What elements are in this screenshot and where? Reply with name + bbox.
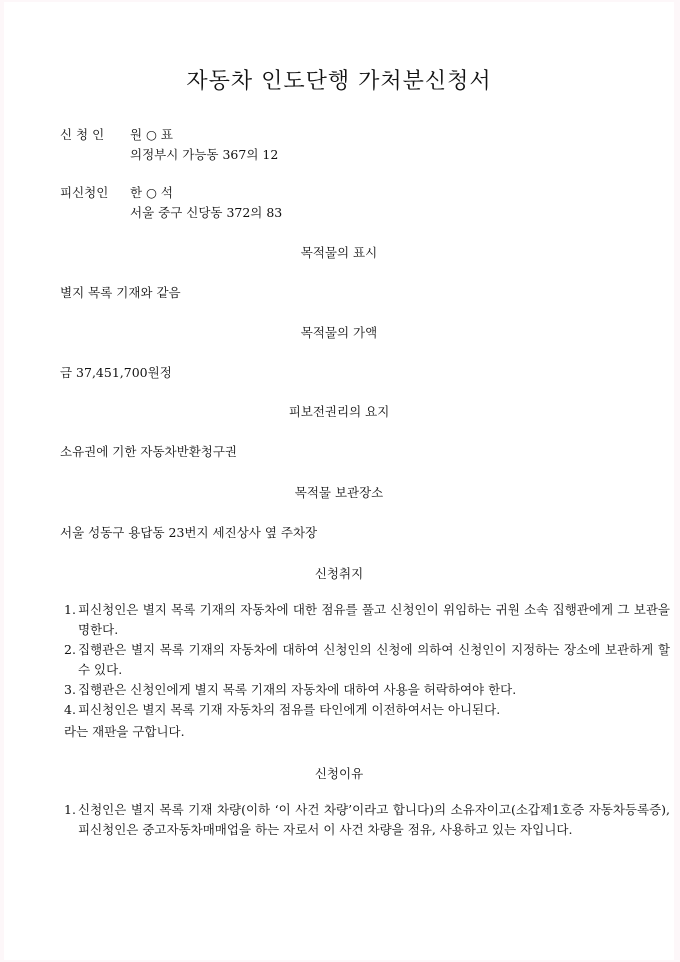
right-heading: 피보전권리의 요지 <box>288 404 390 419</box>
purpose-item <box>64 680 670 700</box>
applicant-name: 원 ○ 표 <box>130 127 174 142</box>
applicant-address: 의정부시 가능동 367의 12 <box>130 147 279 162</box>
reason-heading: 신청이유 <box>314 766 364 781</box>
reason-item <box>64 800 670 840</box>
value-heading: 목적물의 가액 <box>300 325 378 340</box>
document-page <box>4 2 674 960</box>
item-text: 피신청인은 별지 목록 기재 자동차의 점유를 타인에게 이전하여서는 아니된다. <box>78 702 501 717</box>
item-number: 3. <box>64 682 76 697</box>
object-text: 별지 목록 기재와 같음 <box>60 285 181 300</box>
applicant-label: 신 청 인 <box>60 127 105 142</box>
item-text: 신청인은 별지 목록 기재 차량(이하 ‘이 사건 차량’이라고 합니다)의 소유자이고(소갑제1호증 자동차등록증), 피신청인은 중고자동차매매업을 하는 자로서 이 사건 차량을 점유, 사용하고 있는 자입니다. <box>78 802 670 837</box>
purpose-closing: 라는 재판을 구합니다. <box>64 724 185 739</box>
purpose-item <box>64 700 670 720</box>
right-text: 소유권에 기한 자동차반환청구권 <box>60 444 237 459</box>
item-text: 피신청인은 별지 목록 기재의 자동차에 대한 점유를 풀고 신청인이 위임하는 귀원 소속 집행관에게 그 보관을 명한다. <box>78 602 670 637</box>
purpose-heading: 신청취지 <box>314 566 364 581</box>
storage-heading: 목적물 보관장소 <box>294 485 384 500</box>
respondent-name: 한 ○ 석 <box>130 185 174 200</box>
item-number: 1. <box>64 802 76 817</box>
item-number: 1. <box>64 602 76 617</box>
respondent-address: 서울 중구 신당동 372의 83 <box>130 205 283 220</box>
item-number: 4. <box>64 702 76 717</box>
respondent-label: 피신청인 <box>60 185 109 200</box>
value-text: 금 37,451,700원정 <box>60 365 172 380</box>
purpose-item <box>64 600 670 640</box>
document-title: 자동차 인도단행 가처분신청서 <box>186 69 492 94</box>
storage-text: 서울 성동구 용답동 23번지 세진상사 옆 주차장 <box>60 525 318 540</box>
item-text: 집행관은 별지 목록 기재의 자동차에 대하여 신청인의 신청에 의하여 신청인이 지정하는 장소에 보관하게 할 수 있다. <box>78 642 670 677</box>
purpose-item <box>64 640 670 680</box>
item-text: 집행관은 신청인에게 별지 목록 기재의 자동차에 대하여 사용을 허락하여야 한다. <box>78 682 517 697</box>
item-number: 2. <box>64 642 76 657</box>
object-heading: 목적물의 표시 <box>300 245 378 260</box>
